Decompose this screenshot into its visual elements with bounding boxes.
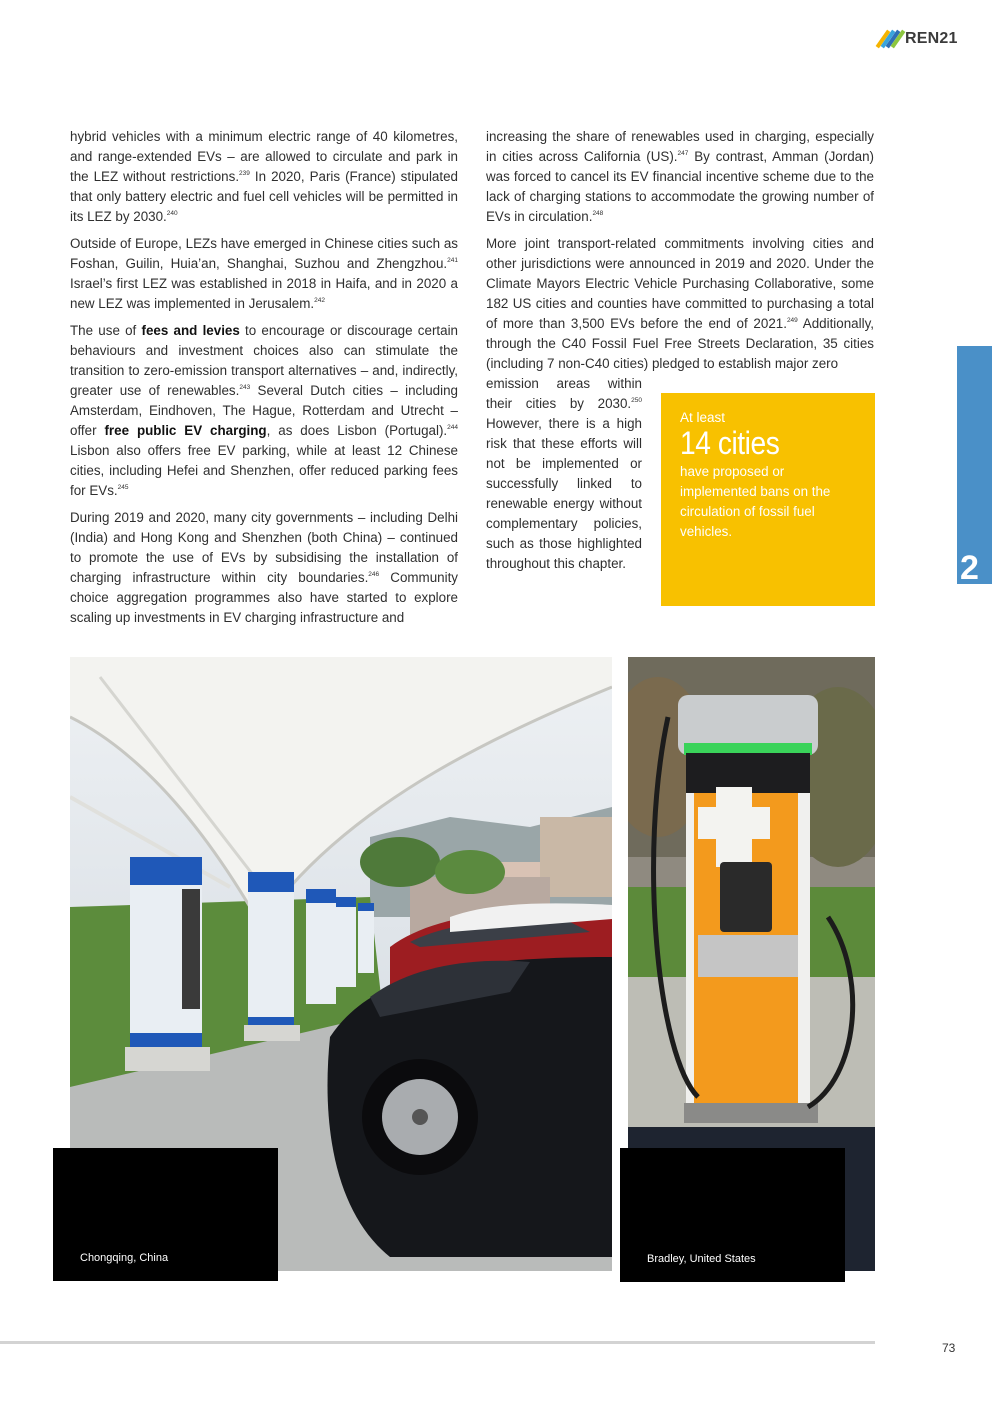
callout-box <box>661 393 875 606</box>
photo-caption-chongqing: Chongqing, China <box>53 1148 278 1281</box>
paragraph-fees-levies: The use of fees and levies to encourage or discourage certain behaviours and investment choices also can stimulate the transition to zero-emission transport alternatives – and, indirectly, greater use of renewables.$^{243}$ Several Dutch cities – including Amsterdam, Eindhoven, The Hague, Rotterdam and Utrecht – offer free public EV charging, as does Lisbon (Portugal).$^{244}$ Lisbon also offers free EV parking, while at least 12 Chinese cities, including Hefei and Shenzhen, offer reduced parking fees for EVs.$^{245}$ <box>70 323 458 498</box>
chapter-tab <box>957 346 992 587</box>
text-column-left <box>70 127 458 635</box>
footnote-ref[interactable]: 242 <box>314 297 325 304</box>
callout-figure: 14 cities <box>680 425 780 461</box>
footnote-ref[interactable]: 248 <box>592 210 604 217</box>
callout-text: have proposed or implemented bans on the circulation of fossil fuel vehicles. <box>680 464 831 539</box>
paragraph-lez-outside-europe: Outside of Europe, LEZs have emerged in Chinese cities such as Foshan, Guilin, Huia’an, Shanghai, Suzhou and Zhengzhou.$^{241}$ Israel’s first LEZ was established in 2018 in Haifa, and in 2020 a new LEZ was implemented in Jerusalem.$^{242}$ <box>70 236 458 311</box>
footnote-ref[interactable]: 245 <box>117 484 129 491</box>
paragraph-joint-commitments: More joint transport-related commitments involving cities and other jurisdictions were announced in 2019 and 2020. Under the Climate Mayors Electric Vehicle Purchasing Collaborative, some 182 US cities and counties have committed to purchasing a total of more than 3,500 EVs before the end of 2021.$^{249}$ Additionally, through the C40 Fossil Fuel Free Streets Declaration, 35 cities (including 7 non-C40 cities) pledged to establish major zero <box>486 236 874 371</box>
footnote-ref[interactable]: 239 <box>239 170 250 177</box>
footnote-ref[interactable]: 241 <box>447 257 458 264</box>
paragraph-joint-commitments-continued: emission areas within their cities by 2030.$^{250}$ However, there is a high risk that these efforts will not be implemented or successfully linked to renewable energy without complementary policies, such as those highlighted throughout this chapter. <box>486 376 642 571</box>
paragraph-city-governments: During 2019 and 2020, many city governments – including Delhi (India) and Hong Kong and Shenzhen (both China) – continued to promote the use of EVs by subsidising the installation of charging infrastructure within city boundaries.$^{246}$ Community choice aggregation programmes also have started to explore scaling up investments in EV charging infrastructure and <box>70 510 458 625</box>
footnote-ref[interactable]: 244 <box>447 424 458 431</box>
photo-caption-bradley: Bradley, United States <box>620 1148 845 1282</box>
footnote-ref[interactable]: 247 <box>677 150 689 157</box>
footnote-ref[interactable]: 243 <box>239 384 251 391</box>
chapter-number: 2 <box>960 549 979 587</box>
paragraph-california-amman: increasing the share of renewables used in charging, especially in cities across California (US).$^{247}$ By contrast, Amman (Jordan) was forced to cancel its EV financial incentive scheme due to the lack of charging stations to accommodate the growing number of EVs in circulation.$^{248}$ <box>486 129 875 224</box>
ren21-logo-mark-icon <box>879 30 901 48</box>
keyword-fees-levies: fees and levies <box>141 323 240 338</box>
callout-lead: At least <box>680 410 726 425</box>
footnote-ref[interactable]: 246 <box>368 571 380 578</box>
keyword-free-ev-charging: free public EV charging <box>104 423 267 438</box>
paragraph-lez-europe: hybrid vehicles with a minimum electric range of 40 kilometres, and range-extended EVs – are allowed to circulate and park in the LEZ without restrictions.$^{239}$ In 2020, Paris (France) stipulated that only battery electric and fuel cell vehicles will be permitted in its LEZ by 2030.$^{240}$ <box>70 129 458 224</box>
page-number: 73 <box>942 1341 956 1355</box>
footnote-ref[interactable]: 250 <box>631 397 642 404</box>
footer-divider <box>0 1341 875 1344</box>
ren21-logo-text: REN21 <box>905 30 958 47</box>
ren21-logo <box>879 30 958 48</box>
footnote-ref[interactable]: 249 <box>786 317 798 324</box>
footnote-ref[interactable]: 240 <box>166 210 178 217</box>
